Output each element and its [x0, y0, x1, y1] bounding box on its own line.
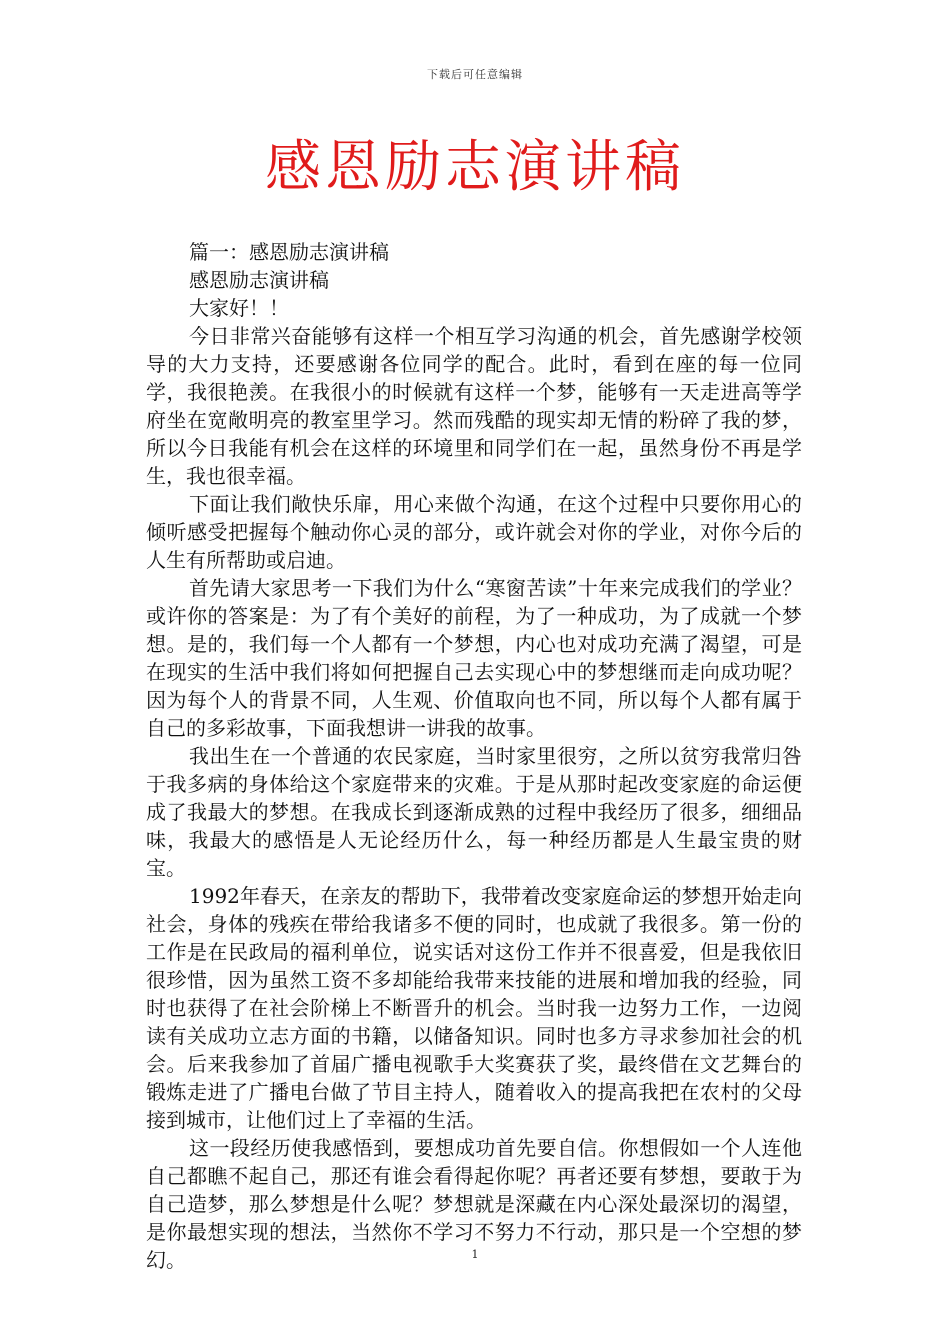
paragraph-2: 下面让我们敞快乐扉，用心来做个沟通，在这个过程中只要你用心的倾听感受把握每个触动你心灵的部分，或许就会对你的学业，对你今后的人生有所帮助或启迪。 [146, 492, 802, 572]
paragraph-1: 今日非常兴奋能够有这样一个相互学习沟通的机会，首先感谢学校领导的大力支持，还要感谢各位同学的配合。此时，看到在座的每一位同学，我很艳羡。在我很小的时候就有这样一个梦，能够有一天走进高等学府坐在宽敞明亮的教室里学习。然而残酷的现实却无情的粉碎了我的梦，所以今日我能有机会在这样的环境里和同学们在一起，虽然身份不再是学生，我也很幸福。 [146, 324, 802, 488]
paragraph-5: 1992年春天，在亲友的帮助下，我带着改变家庭命运的梦想开始走向社会，身体的残疾在带给我诸多不便的同时，也成就了我很多。第一份的工作是在民政局的福利单位，说实话对这份工作并不很喜爱，但是我依旧很珍惜，因为虽然工资不多却能给我带来技能的进展和增加我的经验，同时也获得了在社会阶梯上不断晋升的机会。当时我一边努力工作，一边阅读有关成功立志方面的书籍，以储备知识。同时也多方寻求参加社会的机会。后来我参加了首届广播电视歌手大奖赛获了奖，最终借在文艺舞台的锻炼走进了广播电台做了节目主持人，随着收入的提高我把在农村的父母接到城市，让他们过上了幸福的生活。 [146, 884, 802, 1132]
paragraph-4: 我出生在一个普通的农民家庭，当时家里很穷，之所以贫穷我常归咎于我多病的身体给这个家庭带来的灾难。于是从那时起改变家庭的命运便成了我最大的梦想。在我成长到逐渐成熟的过程中我经历了很多，细细品味，我最大的感悟是人无论经历什么，每一种经历都是人生最宝贵的财宝。 [146, 744, 802, 880]
page-number: 1 [471, 1248, 479, 1261]
greeting: 大家好！！ [189, 296, 289, 320]
speech-title: 感恩励志演讲稿 [189, 268, 329, 292]
paragraph-3: 首先请大家思考一下我们为什么“寒窗苦读”十年来完成我们的学业？或许你的答案是：为了有个美好的前程，为了一种成功，为了成就一个梦想。是的，我们每一个人都有一个梦想，内心也对成功充满了渴望，可是在现实的生活中我们将如何把握自己去实现心中的梦想继而走向成功呢？因为每个人的背景不同，人生观、价值取向也不同，所以每个人都有属于自己的多彩故事，下面我想讲一讲我的故事。 [146, 576, 802, 740]
document-title: 感恩励志演讲稿 [265, 135, 685, 200]
paragraph-6: 这一段经历使我感悟到，要想成功首先要自信。你想假如一个人连他自己都瞧不起自己，那还有谁会看得起你呢？再者还要有梦想，要敢于为自己造梦，那么梦想是什么呢？梦想就是深藏在内心深处最深切的渴望，是你最想实现的想法，当然你不学习不努力不行动，那只是一个空想的梦幻。 [146, 1136, 802, 1272]
page-header-note: 下载后可任意编辑 [427, 68, 523, 81]
document-body [146, 238, 802, 1274]
section-heading: 篇一：感恩励志演讲稿 [189, 240, 389, 264]
